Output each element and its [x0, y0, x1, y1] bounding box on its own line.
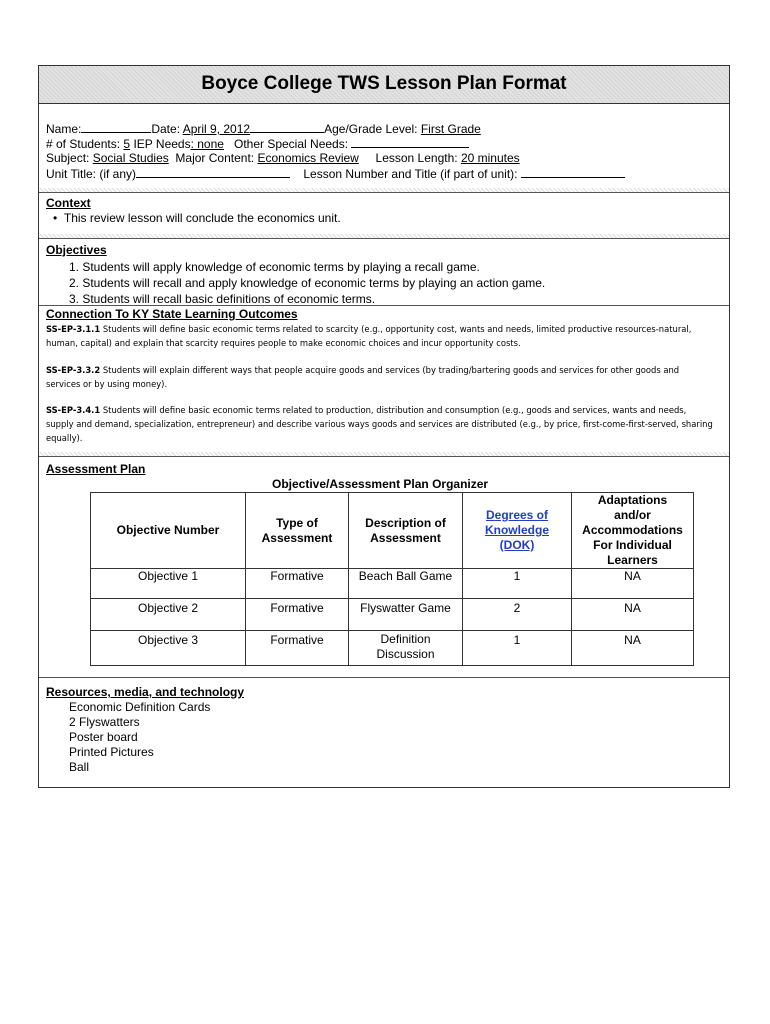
assessment-table	[90, 492, 694, 666]
section-divider	[39, 305, 729, 306]
unit-title-field[interactable]	[136, 166, 290, 178]
resource-item: Ball	[69, 760, 90, 774]
standard-item: SS-EP-3.3.2 Students will explain different ways that people acquire goods and services (by trading/bartering goods and services for other goods and services or by using money).	[46, 365, 680, 389]
dok-link[interactable]: Degrees of Knowledge (DOK)	[484, 508, 549, 552]
content-value: Economics Review	[257, 151, 359, 165]
lesson-number-field[interactable]	[521, 166, 625, 178]
objective-item: 3. Students will recall basic definitions of economic terms.	[69, 292, 376, 306]
info-line-2: # of Students: 5 IEP Needs: none Other Special Needs:	[46, 136, 469, 151]
col-adaptations: Adaptations and/or Accommodations For Individual Learners	[572, 493, 694, 569]
table-row: Objective 1 Formative Beach Ball Game 1 NA	[91, 569, 694, 599]
col-dok	[463, 493, 572, 569]
standard-item: SS-EP-3.1.1 Students will define basic economic terms related to scarcity (e.g., opportunity cost, wants and needs, limited productive resources-natural, human, capital) and explain that scarcity requires people to make economic choices and incur opportunity costs.	[46, 324, 692, 348]
section-divider	[39, 677, 729, 678]
objective-item: 1. Students will apply knowledge of economic terms by playing a recall game.	[69, 260, 480, 274]
subject-value: Social Studies	[92, 151, 169, 165]
grade-value: First Grade	[420, 122, 481, 136]
context-bullet: • This review lesson will conclude the economics unit.	[53, 211, 341, 225]
col-description: Description of Assessment	[349, 493, 463, 569]
standard-item: SS-EP-3.4.1 Students will define basic economic terms related to production, distribution and consumption (e.g., goods and services, wants and needs, supply and demand, specialization, entrepreneur) and describe various ways goods and services are distributed (e.g., by price, first-come-first-served, sharing equally).	[46, 405, 713, 443]
iep-value: : none	[190, 137, 224, 151]
page-title: Boyce College TWS Lesson Plan Format	[39, 66, 729, 104]
context-heading: Context	[46, 196, 91, 210]
resource-item: 2 Flyswatters	[69, 715, 140, 729]
section-divider	[39, 188, 729, 193]
table-row: Objective 2 Formative Flyswatter Game 2 NA	[91, 599, 694, 631]
resource-item: Economic Definition Cards	[69, 700, 211, 714]
resource-item: Printed Pictures	[69, 745, 154, 759]
col-type: Type of Assessment	[246, 493, 349, 569]
students-value: 5	[123, 137, 131, 151]
resource-item: Poster board	[69, 730, 138, 744]
length-value: 20 minutes	[460, 151, 520, 165]
objectives-heading: Objectives	[46, 243, 107, 257]
resources-heading: Resources, media, and technology	[46, 685, 245, 699]
date-value: April 9, 2012	[182, 122, 251, 136]
standards-heading: Connection To KY State Learning Outcomes	[46, 307, 298, 321]
special-needs-field[interactable]	[351, 136, 469, 148]
assessment-heading: Assessment Plan	[46, 462, 146, 476]
table-row: Objective 3 Formative Definition Discussion 1 NA	[91, 631, 694, 666]
info-line-1: Name: Date: April 9, 2012 Age/Grade Level: First Grade	[46, 122, 481, 136]
table-header-row	[91, 493, 694, 569]
objective-item: 2. Students will recall and apply knowledge of economic terms by playing an action game.	[69, 276, 546, 290]
section-divider	[39, 452, 729, 457]
lesson-plan-form	[38, 65, 730, 788]
organizer-title: Objective/Assessment Plan Organizer	[272, 477, 489, 491]
name-field[interactable]	[81, 121, 151, 133]
info-line-3: Subject: Social Studies Major Content: Economics Review Lesson Length: 20 minutes	[46, 151, 520, 165]
info-line-4: Unit Title: (if any) Lesson Number and Title (if part of unit):	[46, 166, 625, 181]
col-objective-number: Objective Number	[91, 493, 246, 569]
section-divider	[39, 234, 729, 239]
